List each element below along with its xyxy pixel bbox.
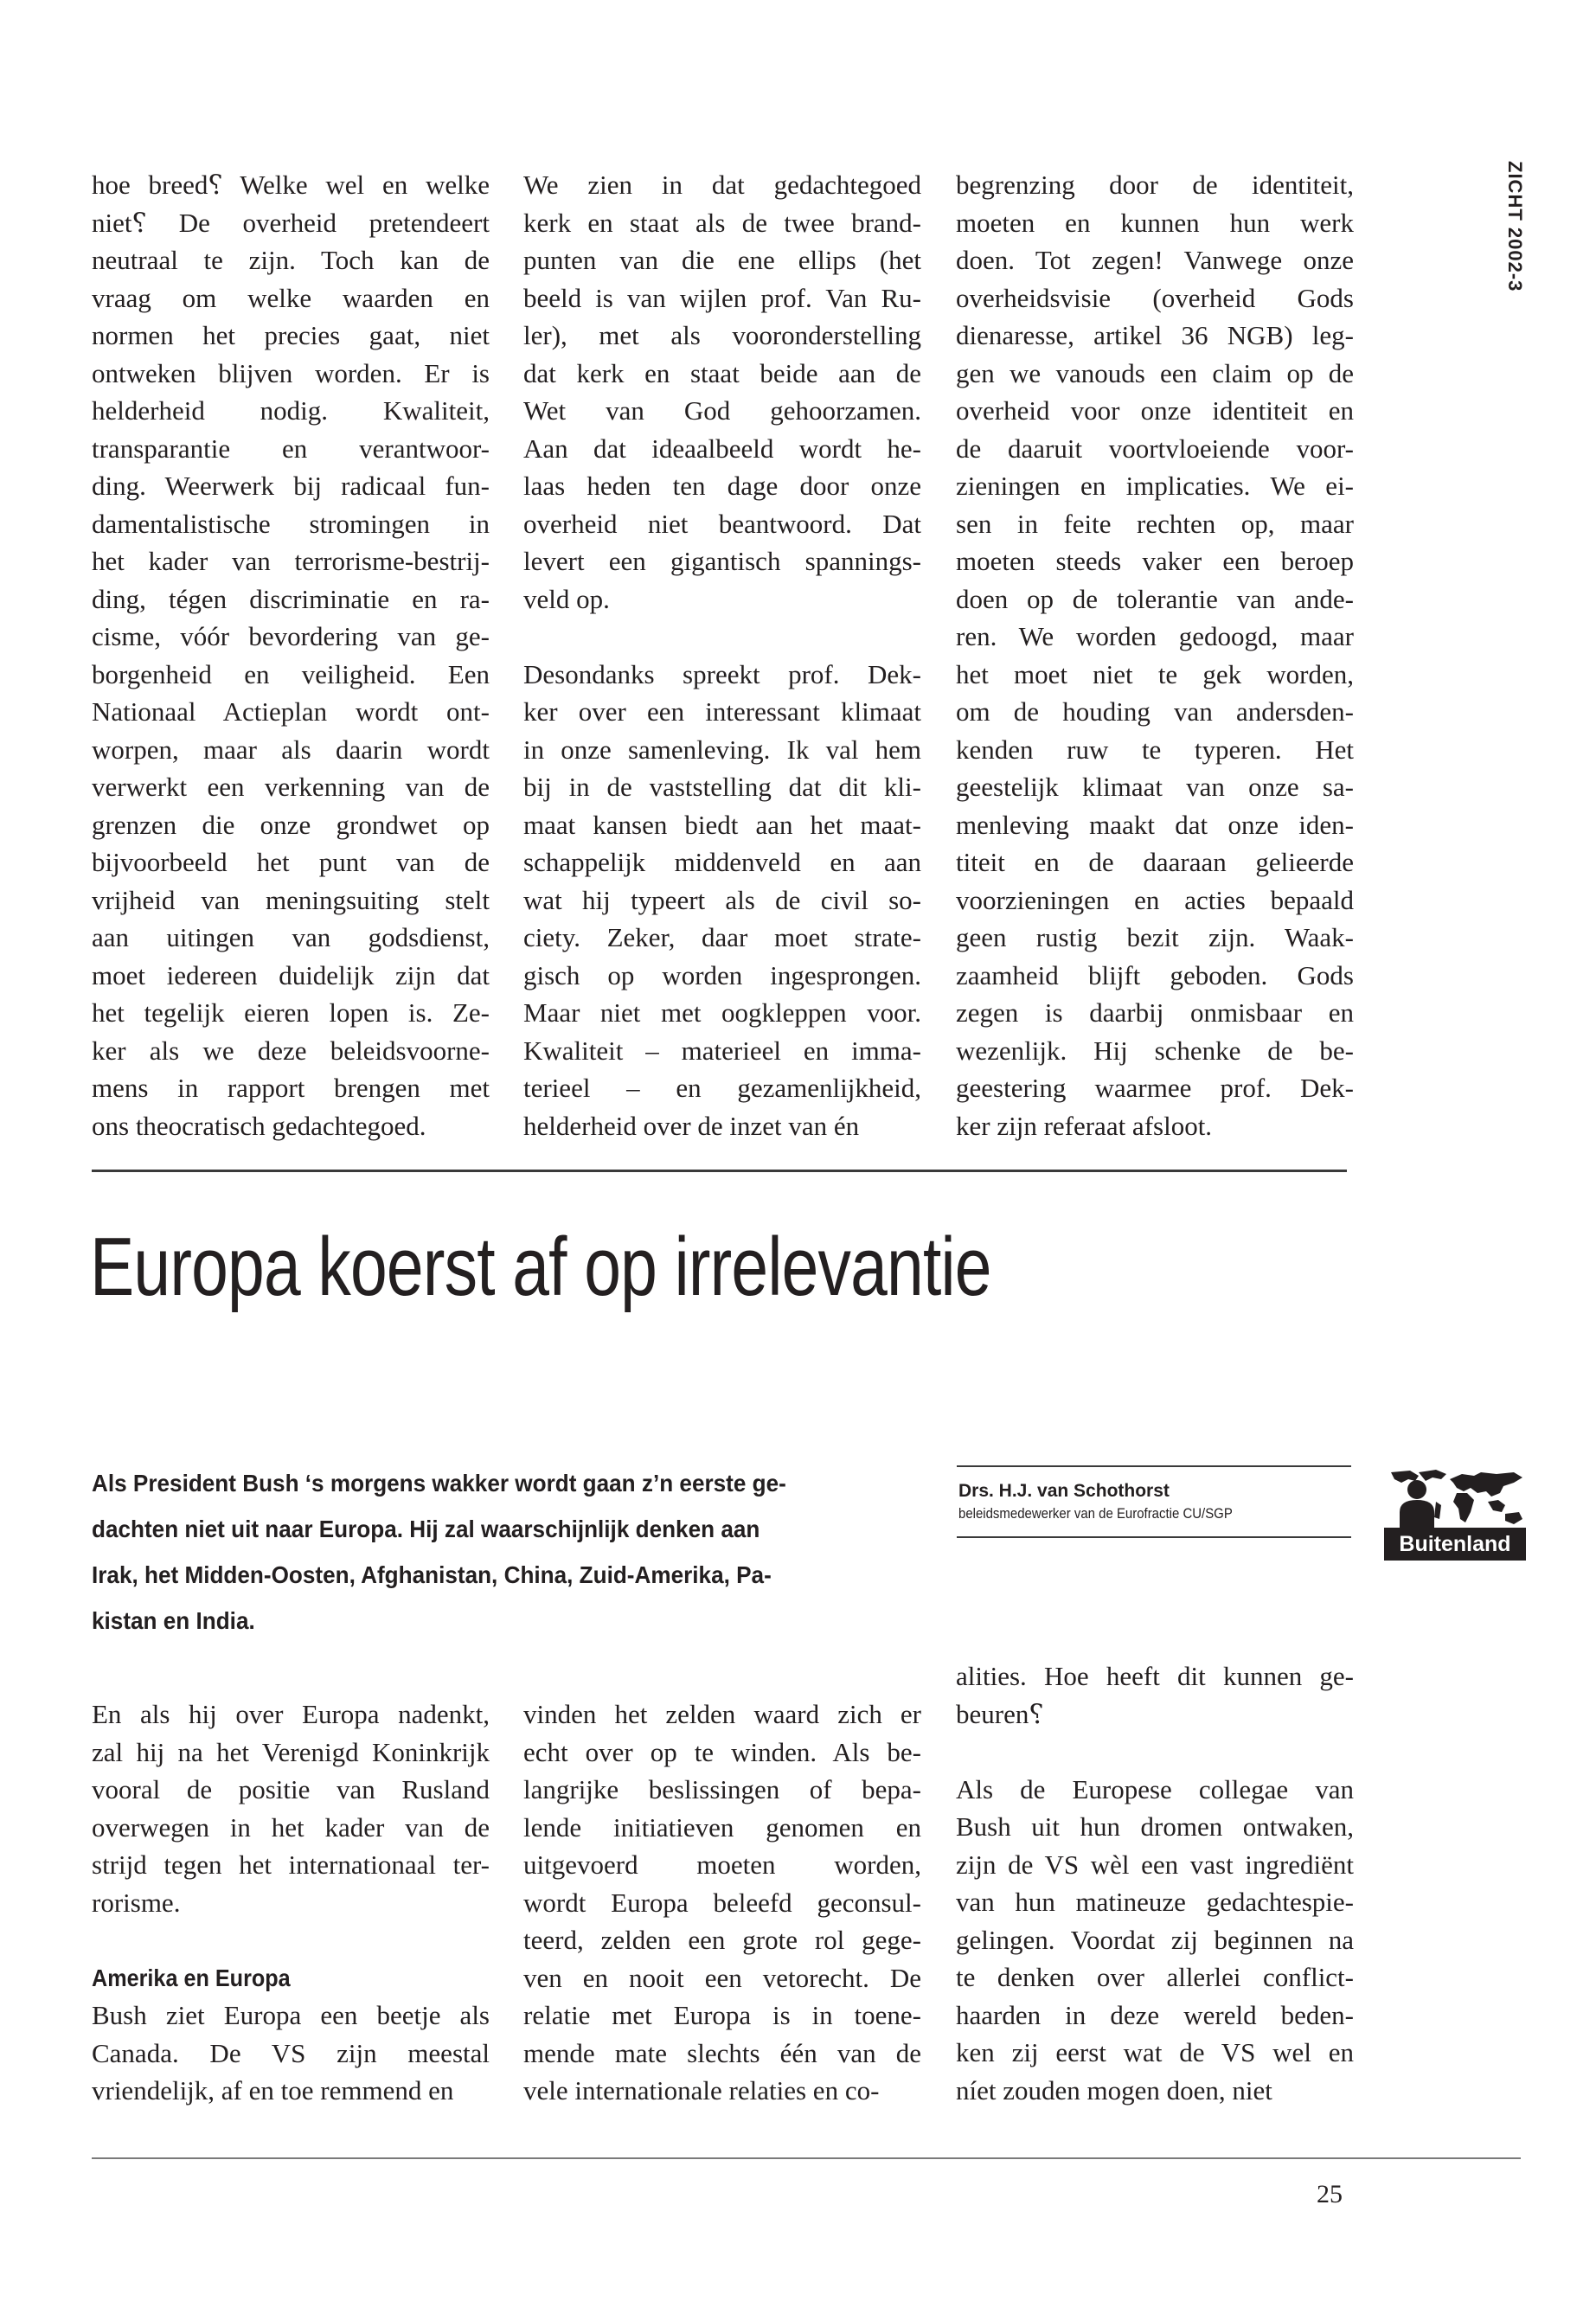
prev-article-column-2 xyxy=(523,166,921,1144)
text-line: zaamheid blijft geboden. Gods xyxy=(956,959,1354,990)
text-line: We zien in dat gedachtegoed xyxy=(523,170,921,200)
text-line: schappelijk middenveld en aan xyxy=(523,847,921,877)
text-line: lende initiatieven genomen en xyxy=(523,1811,921,1843)
text-line: Wet van God gehoorzamen. xyxy=(523,395,921,426)
paragraph xyxy=(523,656,921,1145)
lead-line: kistan en India. xyxy=(92,1607,255,1634)
article-column-2 xyxy=(523,1695,921,2110)
text-line: verwerkt een verkenning van de xyxy=(92,772,490,802)
text-line: levert een gigantisch spannings- xyxy=(523,546,921,576)
text-line: langrijke beslissingen of bepa- xyxy=(523,1774,921,1804)
text-line: damentalistische stromingen in xyxy=(92,508,490,539)
paragraph xyxy=(523,166,921,618)
text-line: cisme, vóór bevordering van ge- xyxy=(92,621,490,651)
text-line: neutraal te zijn. Toch kan de xyxy=(92,245,490,275)
text-line: Canada. De VS zijn meestal xyxy=(92,2037,490,2068)
text-line: gisch op worden ingesprongen. xyxy=(523,959,921,990)
article-column-3 xyxy=(956,1657,1354,2109)
text-line: geen rustig bezit zijn. Waak- xyxy=(956,922,1354,952)
text-line: overheid voor onze identiteit en xyxy=(956,395,1354,426)
text-line: relatie met Europa is in toene- xyxy=(523,2000,921,2030)
text-line: ontweken blijven worden. Er is xyxy=(92,357,490,388)
text-line: gelingen. Voordat zij beginnen na xyxy=(956,1924,1354,1955)
lead-line: Als President Bush ‘s morgens wakker wordt gaan z’n eerste ge- xyxy=(92,1470,786,1497)
text-line: kenden ruw te typeren. Het xyxy=(956,734,1354,765)
text-line: doen op de tolerantie van ande- xyxy=(956,583,1354,614)
text-line: dat kerk en staat beide aan de xyxy=(523,357,921,388)
text-line: grenzen die onze grondwet op xyxy=(92,809,490,840)
text-line: titeit en de daaraan gelieerde xyxy=(956,847,1354,877)
text-line: Desondanks spreekt prof. Dek- xyxy=(523,658,921,689)
lead-line: dachten niet uit naar Europa. Hij zal waarschijnlijk denken aan xyxy=(92,1516,760,1542)
footer-divider xyxy=(92,2157,1521,2159)
author-byline xyxy=(957,1465,1351,1538)
text-line: echt over op te winden. Als be- xyxy=(523,1736,921,1767)
paragraph xyxy=(956,166,1354,1144)
article-divider xyxy=(92,1170,1347,1172)
prev-article-column-1 xyxy=(92,166,490,1144)
text-line: geestelijk klimaat van onze sa- xyxy=(956,772,1354,802)
text-line: laas heden ten dage door onze xyxy=(523,471,921,501)
text-line: ven en nooit een vetorecht. De xyxy=(523,1962,921,1993)
text-line: beuren⸮ xyxy=(956,1698,1043,1729)
text-line: Bush uit hun dromen ontwaken, xyxy=(956,1811,1354,1842)
text-line: om de houding van andersden- xyxy=(956,696,1354,727)
text-line: te denken over allerlei conflict- xyxy=(956,1962,1354,1992)
article-title: Europa koerst af op irrelevantie xyxy=(90,1221,991,1313)
text-line: doen. Tot zegen! Vanwege onze xyxy=(956,245,1354,275)
paragraph xyxy=(92,1997,490,2110)
text-line: normen het precies gaat, niet xyxy=(92,320,490,350)
text-line: ker zijn referaat afsloot. xyxy=(956,1110,1213,1141)
running-header-label: ZICHT 2002-3 xyxy=(1504,161,1526,292)
text-line: overwegen in het kader van de xyxy=(92,1811,490,1843)
text-line: gen we vanouds een claim op de xyxy=(956,357,1354,388)
text-line: níet zouden mogen doen, niet xyxy=(956,2074,1272,2106)
text-line: geestering waarmee prof. Dek- xyxy=(956,1073,1354,1103)
text-line: En als hij over Europa nadenkt, xyxy=(92,1699,490,1729)
text-line: bijvoorbeeld het punt van de xyxy=(92,847,490,877)
text-line: de daaruit voortvloeiende voor- xyxy=(956,433,1354,464)
page-number: 25 xyxy=(1317,2180,1343,2208)
text-line: Bush ziet Europa een beetje als xyxy=(92,2000,490,2030)
text-line: hoe breed⸮ Welke wel en welke xyxy=(92,170,490,200)
article-column-1 xyxy=(92,1695,490,2110)
text-line: Maar niet met oogkleppen voor. xyxy=(523,997,921,1028)
text-line: mens in rapport brengen met xyxy=(92,1073,490,1103)
text-line: ren. We worden gedoogd, maar xyxy=(956,621,1354,651)
text-line: vinden het zelden waard zich er xyxy=(523,1699,921,1729)
text-line: wordt Europa beleefd geconsul- xyxy=(523,1887,921,1918)
text-line: uitgevoerd moeten worden, xyxy=(523,1849,921,1880)
text-line: zijn de VS wèl een vast ingrediënt xyxy=(956,1849,1354,1880)
text-line: ding, tégen discriminatie en ra- xyxy=(92,583,490,614)
text-line: worpen, maar als daarin wordt xyxy=(92,734,490,765)
text-line: het tegelijk eieren lopen is. Ze- xyxy=(92,997,490,1028)
article-lead xyxy=(92,1460,922,1644)
text-line: vooral de positie van Rusland xyxy=(92,1774,490,1804)
text-line: overheidsvisie (overheid Gods xyxy=(956,282,1354,313)
text-line: vriendelijk, af en toe remmend en xyxy=(92,2075,454,2106)
text-line: moet iedereen duidelijk zijn dat xyxy=(92,959,490,990)
text-line: ken zij eerst wat de VS wel en xyxy=(956,2037,1354,2067)
text-line: borgenheid en veiligheid. Een xyxy=(92,658,490,689)
text-line: in onze samenleving. Ik val hem xyxy=(523,734,921,765)
text-line: Als de Europese collegae van xyxy=(956,1773,1354,1804)
paragraph xyxy=(956,1657,1354,1733)
prev-article-column-3 xyxy=(956,166,1354,1144)
text-line: ding. Weerwerk bij radicaal fun- xyxy=(92,471,490,501)
paragraph xyxy=(92,166,490,1144)
text-line: maat kansen biedt aan het maat- xyxy=(523,809,921,840)
text-line: rorisme. xyxy=(92,1887,181,1918)
text-line: mende mate slechts één van de xyxy=(523,2037,921,2068)
text-line: ler), met als vooronderstelling xyxy=(523,320,921,350)
section-badge xyxy=(1384,1467,1526,1561)
paragraph xyxy=(956,1771,1354,2110)
text-line: het moet niet te gek worden, xyxy=(956,658,1354,689)
text-line: overheid niet beantwoord. Dat xyxy=(523,508,921,539)
text-line: van hun matineuze gedachtespie- xyxy=(956,1887,1354,1917)
text-line: kerk en staat als de twee brand- xyxy=(523,207,921,238)
text-line: haarden in deze wereld beden- xyxy=(956,1999,1354,2030)
text-line: terieel – en gezamenlijkheid, xyxy=(523,1073,921,1103)
text-line: teerd, zelden een grote rol gege- xyxy=(523,1925,921,1955)
text-line: punten van die ene ellips (het xyxy=(523,245,921,275)
text-line: ciety. Zeker, daar moet strate- xyxy=(523,922,921,952)
text-line: helderheid nodig. Kwaliteit, xyxy=(92,395,490,426)
text-line: ker over een interessant klimaat xyxy=(523,696,921,727)
subheading: Amerika en Europa xyxy=(92,1964,291,1991)
globe-person-icon xyxy=(1384,1467,1526,1529)
text-line: zieningen en implicaties. We ei- xyxy=(956,471,1354,501)
text-line: Nationaal Actieplan wordt ont- xyxy=(92,696,490,727)
text-line: veld op. xyxy=(523,583,610,614)
text-line: zal hij na het Verenigd Koninkrijk xyxy=(92,1736,490,1767)
paragraph xyxy=(92,1695,490,1921)
text-line: zegen is daarbij onmisbaar en xyxy=(956,997,1354,1028)
paragraph xyxy=(523,1695,921,2110)
text-line: ker als we deze beleidsvoorne- xyxy=(92,1035,490,1066)
text-line: helderheid over de inzet van én xyxy=(523,1110,860,1141)
text-line: Kwaliteit – materieel en imma- xyxy=(523,1035,921,1066)
text-line: alities. Hoe heeft dit kunnen ge- xyxy=(956,1661,1354,1691)
text-line: Aan dat ideaalbeeld wordt he- xyxy=(523,433,921,464)
text-line: beeld is van wijlen prof. Van Ru- xyxy=(523,282,921,313)
text-line: bij in de vaststelling dat dit kli- xyxy=(523,772,921,802)
text-line: transparantie en verantwoor- xyxy=(92,433,490,464)
text-line: het kader van terrorisme-bestrij- xyxy=(92,546,490,576)
section-label: Buitenland xyxy=(1384,1528,1526,1561)
text-line: begrenzing door de identiteit, xyxy=(956,170,1354,200)
text-line: wezenlijk. Hij schenke de be- xyxy=(956,1035,1354,1066)
lead-line: Irak, het Midden-Oosten, Afghanistan, China, Zuid-Amerika, Pa- xyxy=(92,1561,772,1588)
text-line: moeten en kunnen hun werk xyxy=(956,207,1354,238)
text-line: vrijheid van meningsuiting stelt xyxy=(92,884,490,915)
subsection xyxy=(92,1959,490,2110)
text-line: vraag om welke waarden en xyxy=(92,282,490,313)
text-line: sen in feite rechten op, maar xyxy=(956,508,1354,539)
text-line: ons theocratisch gedachtegoed. xyxy=(92,1110,426,1141)
text-line: vele internationale relaties en co- xyxy=(523,2075,880,2106)
author-role: beleidsmedewerker van de Eurofractie CU/SGP xyxy=(958,1505,1233,1522)
text-line: niet⸮ De overheid pretendeert xyxy=(92,207,490,238)
text-line: strijd tegen het internationaal ter- xyxy=(92,1849,490,1880)
text-line: aan uitingen van godsdienst, xyxy=(92,922,490,952)
text-line: voorzieningen en acties bepaald xyxy=(956,884,1354,915)
text-line: dienaresse, artikel 36 NGB) leg- xyxy=(956,320,1354,350)
text-line: moeten steeds vaker een beroep xyxy=(956,546,1354,576)
text-line: wat hij typeert als de civil so- xyxy=(523,884,921,915)
text-line: menleving maakt dat onze iden- xyxy=(956,809,1354,840)
author-name: Drs. H.J. van Schothorst xyxy=(958,1481,1170,1501)
